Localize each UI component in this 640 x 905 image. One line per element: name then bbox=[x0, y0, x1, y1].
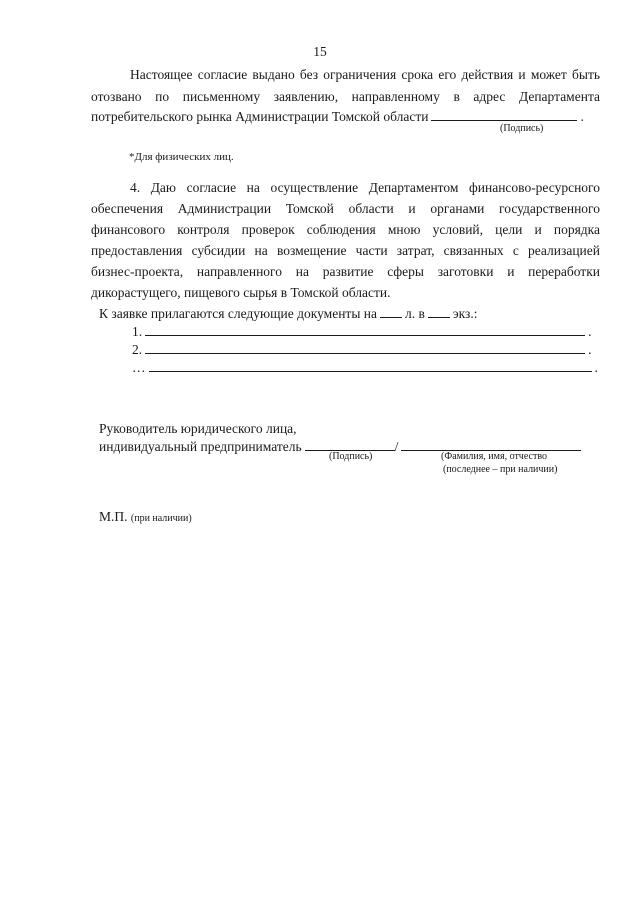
attachment-item-1-end: . bbox=[588, 324, 592, 339]
attachment-item-2-line bbox=[145, 341, 585, 354]
stamp-label: М.П. bbox=[99, 509, 128, 524]
signatory-name-caption-2: (последнее – при наличии) bbox=[443, 464, 558, 475]
consent-text-line-1: Настоящее согласие выдано без ограничения срока его действия и может быть bbox=[130, 67, 600, 82]
attachment-item-3 bbox=[132, 357, 598, 378]
consent-text-line-3-text: потребительского рынка Администрации Томской области bbox=[91, 109, 429, 124]
attachments-intro-end: экз.: bbox=[452, 306, 478, 321]
item4-line-1: 4. Даю согласие на осуществление Департаментом финансово-ресурсного bbox=[130, 180, 600, 195]
attachment-item-1-number: 1. bbox=[132, 324, 143, 339]
signatory-signature-caption: (Подпись) bbox=[329, 451, 373, 462]
signatory-line-1: Руководитель юридического лица, bbox=[99, 421, 297, 436]
page-number: 15 bbox=[313, 44, 327, 59]
attachments-intro-text: К заявке прилагаются следующие документы на bbox=[99, 306, 377, 321]
attachment-item-2-number: 2. bbox=[132, 342, 143, 357]
signatory-line-2-text: индивидуальный предприниматель bbox=[99, 439, 302, 454]
copies-count-blank bbox=[428, 305, 450, 318]
consent-signature-line bbox=[431, 108, 577, 121]
attachment-item-1-line bbox=[145, 323, 585, 336]
consent-text-line-2: отозвано по письменному заявлению, направленному в адрес Департамента bbox=[91, 89, 600, 104]
item4-line-6: дикорастущего, пищевого сырья в Томской области. bbox=[91, 285, 391, 300]
consent-signature-caption: (Подпись) bbox=[500, 123, 544, 134]
consent-line-3-end: . bbox=[580, 109, 584, 124]
item4-line-3: финансового контроля проверок соблюдения мною условий, цели и порядка bbox=[91, 222, 600, 237]
item4-line-5: бизнес-проекта, направленного на развитие сферы заготовки и переработки bbox=[91, 264, 600, 279]
signatory-signature-line bbox=[305, 438, 395, 451]
item4-line-2: обеспечения Администрации Томской области и органами государственного bbox=[91, 201, 600, 216]
signatory-name-line bbox=[401, 438, 581, 451]
stamp-note: (при наличии) bbox=[130, 513, 192, 524]
sheets-count-blank bbox=[380, 305, 402, 318]
attachment-item-2-end: . bbox=[588, 342, 592, 357]
stamp-place bbox=[99, 506, 192, 529]
attachments-intro-mid: л. в bbox=[405, 306, 425, 321]
footnote: *Для физических лиц. bbox=[129, 151, 234, 163]
attachment-item-3-line bbox=[149, 359, 592, 372]
signatory-name-caption-1: (Фамилия, имя, отчество bbox=[441, 451, 547, 462]
attachment-item-3-end: . bbox=[594, 360, 598, 375]
attachment-item-3-number: … bbox=[132, 360, 146, 375]
item4-line-4: предоставления субсидии на возмещение части затрат, связанных с реализацией bbox=[91, 243, 600, 258]
signatory-slash: / bbox=[394, 439, 399, 454]
